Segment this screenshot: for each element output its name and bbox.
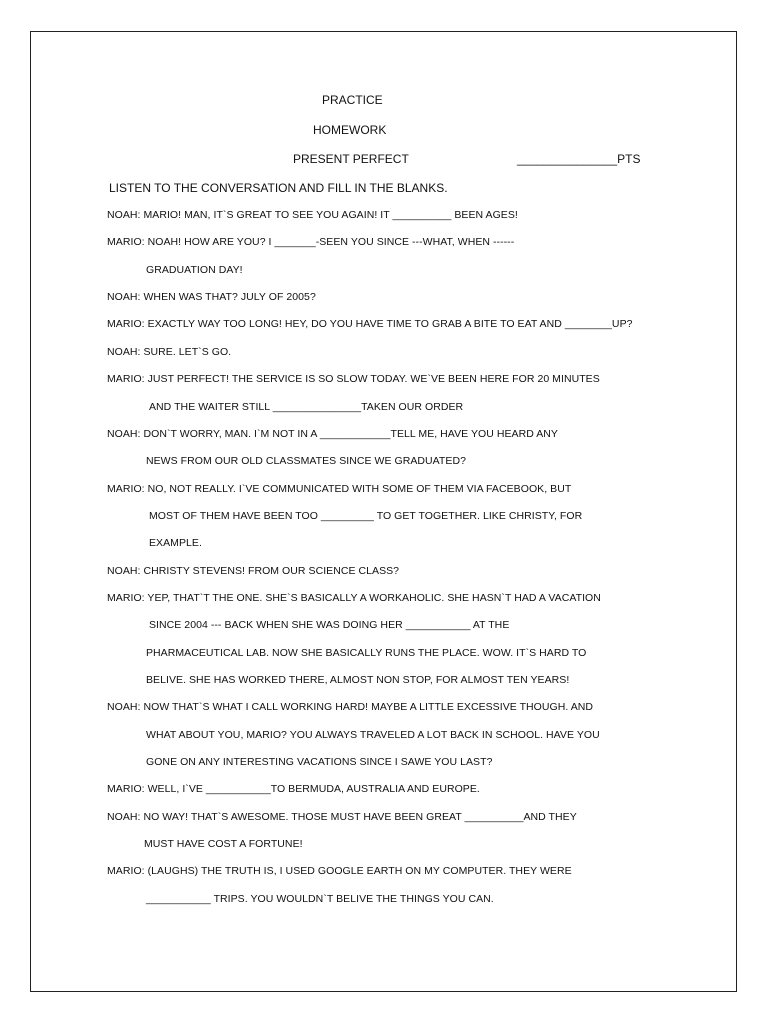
dialogue-line: MARIO: WELL, I`VE ___________TO BERMUDA, AUSTRALIA AND EUROPE. (107, 783, 480, 795)
dialogue-line: NOAH: SURE. LET`S GO. (107, 346, 232, 358)
dialogue-line: MARIO: EXACTLY WAY TOO LONG! HEY, DO YOU HAVE TIME TO GRAB A BITE TO EAT AND ________UP? (107, 318, 633, 330)
heading-homework: HOMEWORK (313, 123, 387, 137)
dialogue-line: NOAH: MARIO! MAN, IT`S GREAT TO SEE YOU AGAIN! IT __________ BEEN AGES! (107, 209, 518, 221)
dialogue-line: MUST HAVE COST A FORTUNE! (144, 838, 303, 850)
dialogue-line: NEWS FROM OUR OLD CLASSMATES SINCE WE GRADUATED? (146, 455, 466, 467)
dialogue-line: GRADUATION DAY! (146, 264, 243, 276)
dialogue-line: MARIO: YEP, THAT`T THE ONE. SHE`S BASICALLY A WORKAHOLIC. SHE HASN`T HAD A VACATION (107, 592, 601, 604)
dialogue-line: BELIVE. SHE HAS WORKED THERE, ALMOST NON STOP, FOR ALMOST TEN YEARS! (146, 674, 570, 686)
dialogue-line: MARIO: JUST PERFECT! THE SERVICE IS SO SLOW TODAY. WE`VE BEEN HERE FOR 20 MINUTES (107, 373, 600, 385)
dialogue-line: ___________ TRIPS. YOU WOULDN`T BELIVE THE THINGS YOU CAN. (146, 893, 494, 905)
dialogue-line: MOST OF THEM HAVE BEEN TOO _________ TO GET TOGETHER. LIKE CHRISTY, FOR (149, 510, 583, 522)
dialogue-line: NOAH: WHEN WAS THAT? JULY OF 2005? (107, 291, 316, 303)
points-blank: _______________PTS (517, 152, 641, 166)
instructions: LISTEN TO THE CONVERSATION AND FILL IN THE BLANKS. (109, 181, 448, 195)
dialogue-line: EXAMPLE. (149, 537, 202, 549)
dialogue-line: WHAT ABOUT YOU, MARIO? YOU ALWAYS TRAVELED A LOT BACK IN SCHOOL. HAVE YOU (146, 729, 600, 741)
heading-topic: PRESENT PERFECT (293, 152, 409, 166)
dialogue-line: NOAH: CHRISTY STEVENS! FROM OUR SCIENCE CLASS? (107, 565, 400, 577)
dialogue-line: GONE ON ANY INTERESTING VACATIONS SINCE I SAWE YOU LAST? (146, 756, 493, 768)
dialogue-line: NOAH: NOW THAT`S WHAT I CALL WORKING HARD! MAYBE A LITTLE EXCESSIVE THOUGH. AND (107, 701, 594, 713)
dialogue-line: NOAH: NO WAY! THAT`S AWESOME. THOSE MUST HAVE BEEN GREAT __________AND THEY (107, 811, 577, 823)
dialogue-line: AND THE WAITER STILL _______________TAKEN OUR ORDER (149, 401, 464, 413)
heading-practice: PRACTICE (322, 93, 383, 107)
dialogue-line: MARIO: (LAUGHS) THE TRUTH IS, I USED GOOGLE EARTH ON MY COMPUTER. THEY WERE (107, 865, 572, 877)
dialogue-line: SINCE 2004 --- BACK WHEN SHE WAS DOING HER ___________ AT THE (149, 619, 510, 631)
dialogue-line: PHARMACEUTICAL LAB. NOW SHE BASICALLY RUNS THE PLACE. WOW. IT`S HARD TO (146, 647, 587, 659)
dialogue-line: MARIO: NO, NOT REALLY. I`VE COMMUNICATED WITH SOME OF THEM VIA FACEBOOK, BUT (107, 483, 572, 495)
dialogue-line: MARIO: NOAH! HOW ARE YOU? I _______-SEEN YOU SINCE ---WHAT, WHEN ------ (107, 236, 515, 248)
dialogue-line: NOAH: DON`T WORRY, MAN. I`M NOT IN A ____________TELL ME, HAVE YOU HEARD ANY (107, 428, 558, 440)
